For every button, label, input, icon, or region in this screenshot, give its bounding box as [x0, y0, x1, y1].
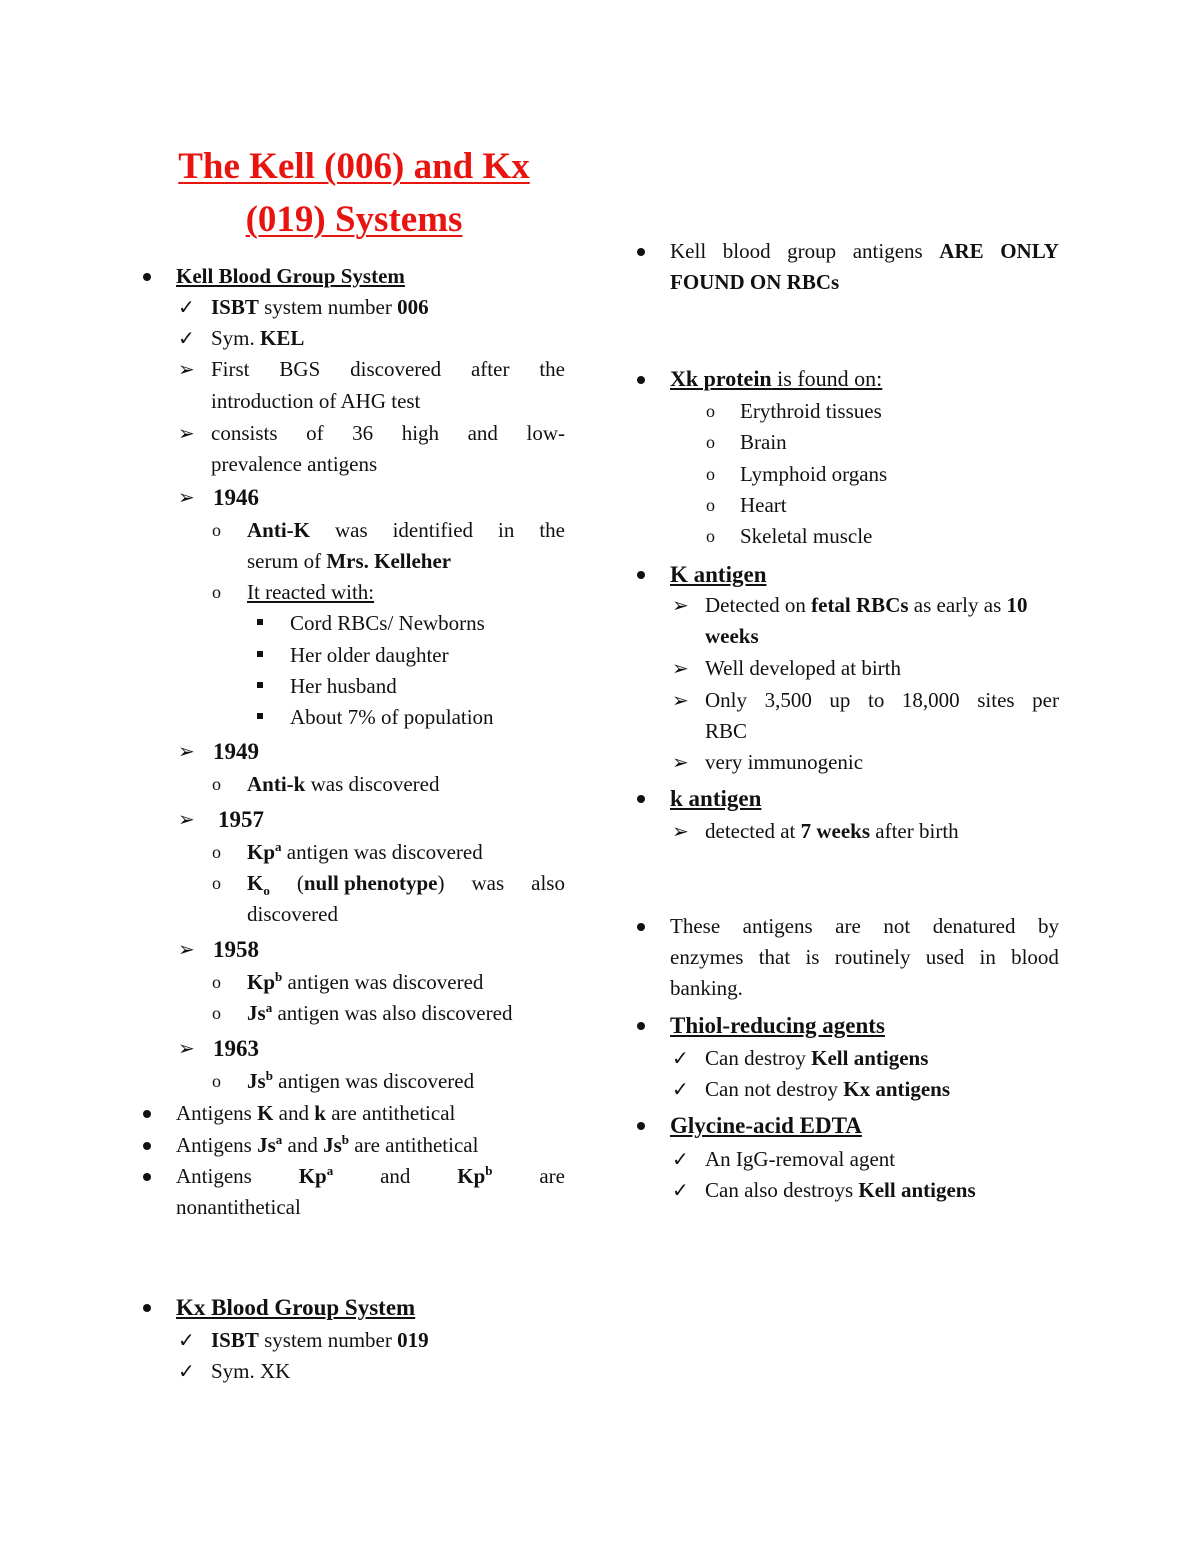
circle-bullet-icon: o [706, 526, 715, 546]
first-bgs-line1: First BGS discovered after the [211, 357, 565, 381]
checkmark-icon: ✓ [672, 1147, 689, 1171]
bullet-icon [143, 1173, 151, 1181]
checkmark-icon: ✓ [178, 1328, 195, 1352]
k-detected-line1: Detected on fetal RBCs as early as 10 [705, 593, 1028, 617]
arrow-icon: ➢ [672, 593, 689, 617]
enzymes-line3: banking. [670, 976, 743, 1000]
xk-tissue: Lymphoid organs [740, 462, 888, 486]
anti-k-line2: serum of Mrs. Kelleher [247, 549, 452, 573]
k-antigen-heading: K antigen [670, 562, 767, 587]
circle-bullet-icon: o [212, 582, 221, 602]
glycine-item: Can also destroys Kell antigens [705, 1178, 976, 1202]
kx-isbt: ISBT system number 019 [211, 1328, 429, 1352]
arrow-icon: ➢ [178, 807, 195, 831]
checkmark-icon: ✓ [672, 1046, 689, 1070]
anti-k-line1: Anti-K was identified in the [247, 518, 565, 542]
arrow-icon: ➢ [672, 750, 689, 774]
kell-sym: Sym. KEL [211, 326, 305, 350]
xk-tissue: Skeletal muscle [740, 524, 873, 548]
reacted-item: Her older daughter [290, 643, 449, 667]
bullet-icon [637, 248, 645, 256]
square-bullet-icon [257, 619, 263, 625]
ko-line1: $K_o$ (null phenotype) was also [247, 871, 565, 899]
checkmark-icon: ✓ [178, 295, 195, 319]
bullet-icon [143, 1110, 151, 1118]
checkmark-icon: ✓ [178, 326, 195, 350]
year-1946: 1946 [213, 485, 259, 510]
circle-bullet-icon: o [212, 873, 221, 893]
circle-bullet-icon: o [706, 464, 715, 484]
year-1958: 1958 [213, 937, 259, 962]
page-title: The Kell (006) and Kx [178, 146, 530, 187]
thiol-heading: Thiol-reducing agents [670, 1013, 885, 1038]
circle-bullet-icon: o [706, 495, 715, 515]
kell-heading: Kell Blood Group System [176, 264, 405, 288]
bullet-icon [637, 923, 645, 931]
bullet-icon [637, 571, 645, 579]
k-well-developed: Well developed at birth [705, 656, 901, 680]
glycine-heading: Glycine-acid EDTA [670, 1113, 862, 1138]
xk-tissue: Erythroid tissues [740, 399, 882, 423]
only-rbc-line2: FOUND ON RBCs [670, 270, 840, 294]
arrow-icon: ➢ [672, 819, 689, 843]
xk-tissue: Brain [740, 430, 787, 454]
bullet-icon [143, 273, 151, 281]
ko-line2: discovered [247, 902, 338, 926]
bullet-icon [143, 1304, 151, 1312]
kpa-discovered: Kp$^a$ antigen was discovered [247, 839, 483, 864]
arrow-icon: ➢ [178, 357, 195, 381]
k-sites-line2: RBC [705, 719, 748, 743]
reacted-item: Her husband [290, 674, 397, 698]
page-title-line2: (019) Systems [245, 199, 463, 240]
arrow-icon: ➢ [178, 421, 195, 445]
square-bullet-icon [257, 713, 263, 719]
antithetical-js: Antigens Js$^a$ and Js$^b$ are antithetical [176, 1132, 479, 1157]
antithetical-k: Antigens K and k are antithetical [176, 1101, 456, 1125]
enzymes-line2: enzymes that is routinely used in blood [670, 945, 1059, 969]
circle-bullet-icon: o [212, 520, 221, 540]
bullet-icon [637, 795, 645, 803]
reacted-item: Cord RBCs/ Newborns [290, 611, 485, 635]
consists-line1: consists of 36 high and low- [211, 421, 565, 445]
arrow-icon: ➢ [178, 485, 195, 509]
enzymes-line1: These antigens are not denatured by [670, 914, 1059, 938]
checkmark-icon: ✓ [672, 1077, 689, 1101]
square-bullet-icon [257, 682, 263, 688]
k-detected-line2: weeks [705, 624, 759, 648]
circle-bullet-icon: o [706, 432, 715, 452]
reacted-with: It reacted with: [247, 580, 375, 604]
circle-bullet-icon: o [212, 1003, 221, 1023]
arrow-icon: ➢ [672, 688, 689, 712]
circle-bullet-icon: o [212, 842, 221, 862]
square-bullet-icon [257, 651, 263, 657]
bullet-icon [637, 1122, 645, 1130]
kx-heading: Kx Blood Group System [176, 1295, 416, 1320]
nonantithetical-line2: nonantithetical [176, 1195, 301, 1219]
kx-sym: Sym. XK [211, 1359, 291, 1383]
glycine-item: An IgG-removal agent [705, 1147, 896, 1171]
anti-small-k: Anti-k was discovered [247, 772, 440, 796]
jsa-discovered: Js$^a$ antigen was also discovered [247, 1000, 513, 1025]
xk-tissue: Heart [740, 493, 787, 517]
consists-line2: prevalence antigens [211, 452, 378, 476]
bullet-icon [143, 1142, 151, 1150]
kell-isbt: ISBT system number 006 [211, 295, 429, 319]
year-1963: 1963 [213, 1036, 259, 1061]
jsb-discovered: Js$^b$ antigen was discovered [247, 1068, 475, 1093]
year-1949: 1949 [213, 739, 259, 764]
kpb-discovered: Kp$^b$ antigen was discovered [247, 969, 484, 994]
circle-bullet-icon: o [706, 401, 715, 421]
xk-heading: Xk protein is found on: [670, 366, 883, 391]
circle-bullet-icon: o [212, 1071, 221, 1091]
arrow-icon: ➢ [178, 739, 195, 763]
circle-bullet-icon: o [212, 972, 221, 992]
checkmark-icon: ✓ [178, 1359, 195, 1383]
arrow-icon: ➢ [178, 937, 195, 961]
checkmark-icon: ✓ [672, 1178, 689, 1202]
k-sites-line1: Only 3,500 up to 18,000 sites per [705, 688, 1059, 712]
k-immunogenic: very immunogenic [705, 750, 864, 774]
small-k-detected: detected at 7 weeks after birth [705, 819, 959, 843]
first-bgs-line2: introduction of AHG test [211, 389, 421, 413]
bullet-icon [637, 376, 645, 384]
arrow-icon: ➢ [672, 656, 689, 680]
only-rbc-line1: Kell blood group antigens ARE ONLY [670, 239, 1059, 263]
thiol-item: Can not destroy Kx antigens [705, 1077, 950, 1101]
reacted-item: About 7% of population [290, 705, 494, 729]
year-1957: 1957 [218, 807, 264, 832]
small-k-heading: k antigen [670, 786, 762, 811]
thiol-item: Can destroy Kell antigens [705, 1046, 929, 1070]
nonantithetical-line1: Antigens Kp$^a$ and Kp$^b$ are [176, 1163, 565, 1188]
circle-bullet-icon: o [212, 774, 221, 794]
arrow-icon: ➢ [178, 1036, 195, 1060]
bullet-icon [637, 1022, 645, 1030]
